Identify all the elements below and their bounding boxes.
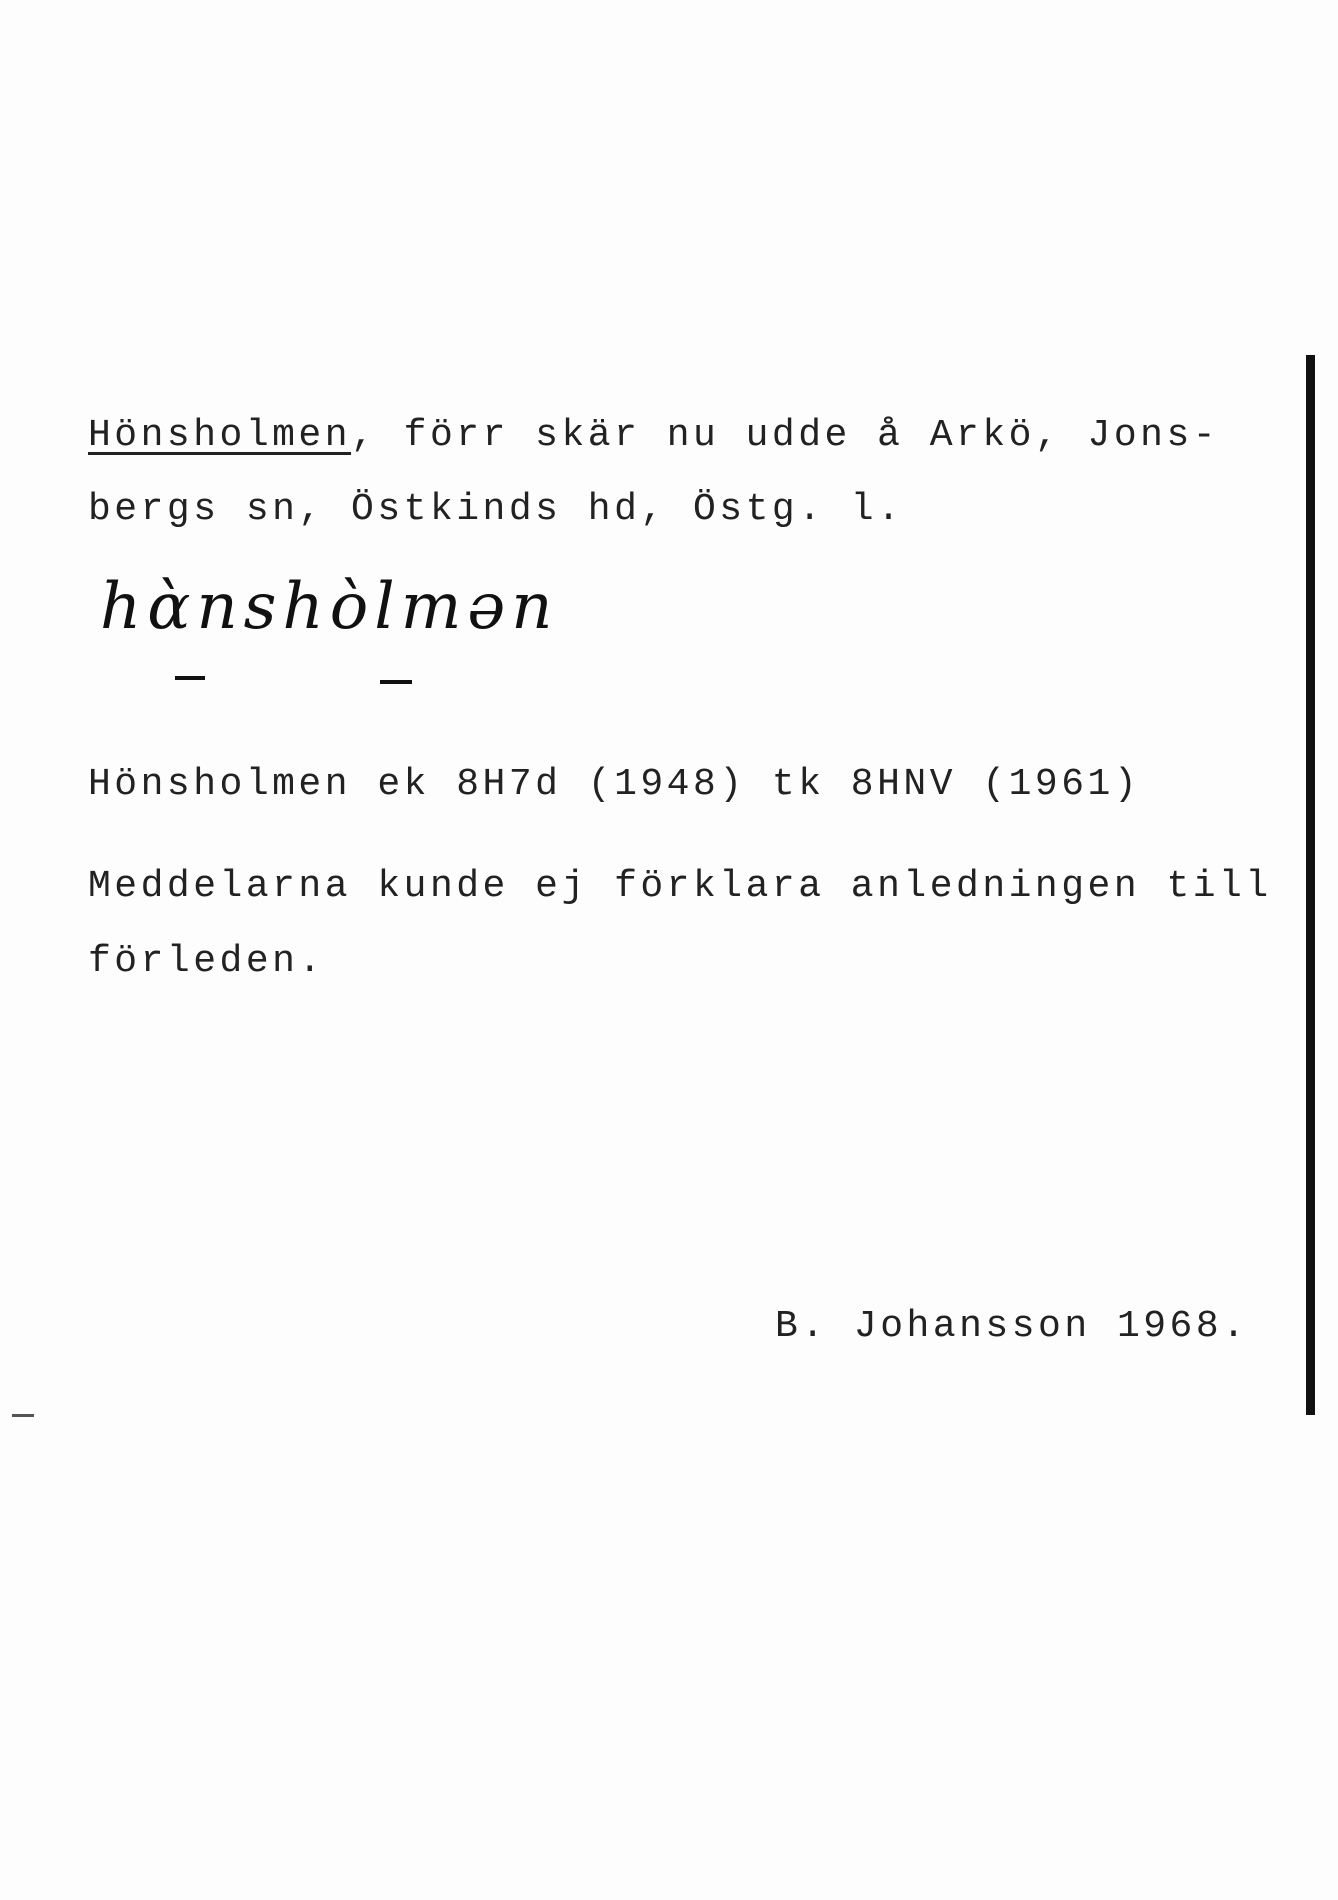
entry-line-1-rest: , förr skär nu udde å Arkö, Jons-: [351, 414, 1220, 457]
phonetic-marks: [100, 570, 580, 700]
phonetic-text: hɑ̀nshòlmən: [100, 570, 559, 644]
edge-speck: [12, 1414, 34, 1417]
signature-line: B. Johansson 1968.: [775, 1305, 1249, 1348]
headword: Hönsholmen: [88, 414, 352, 457]
map-reference-line: Hönsholmen ek 8H7d (1948) tk 8HNV (1961): [88, 763, 1141, 806]
note-line-1: Meddelarna kunde ej förklara anledningen till: [88, 865, 1272, 908]
note-line-2: förleden.: [88, 940, 325, 983]
entry-line-1: [88, 414, 1219, 457]
card-edge-bar: [1306, 355, 1315, 1415]
phonetic-transcription: [100, 570, 580, 700]
entry-line-2: bergs sn, Östkinds hd, Östg. l.: [88, 488, 904, 531]
